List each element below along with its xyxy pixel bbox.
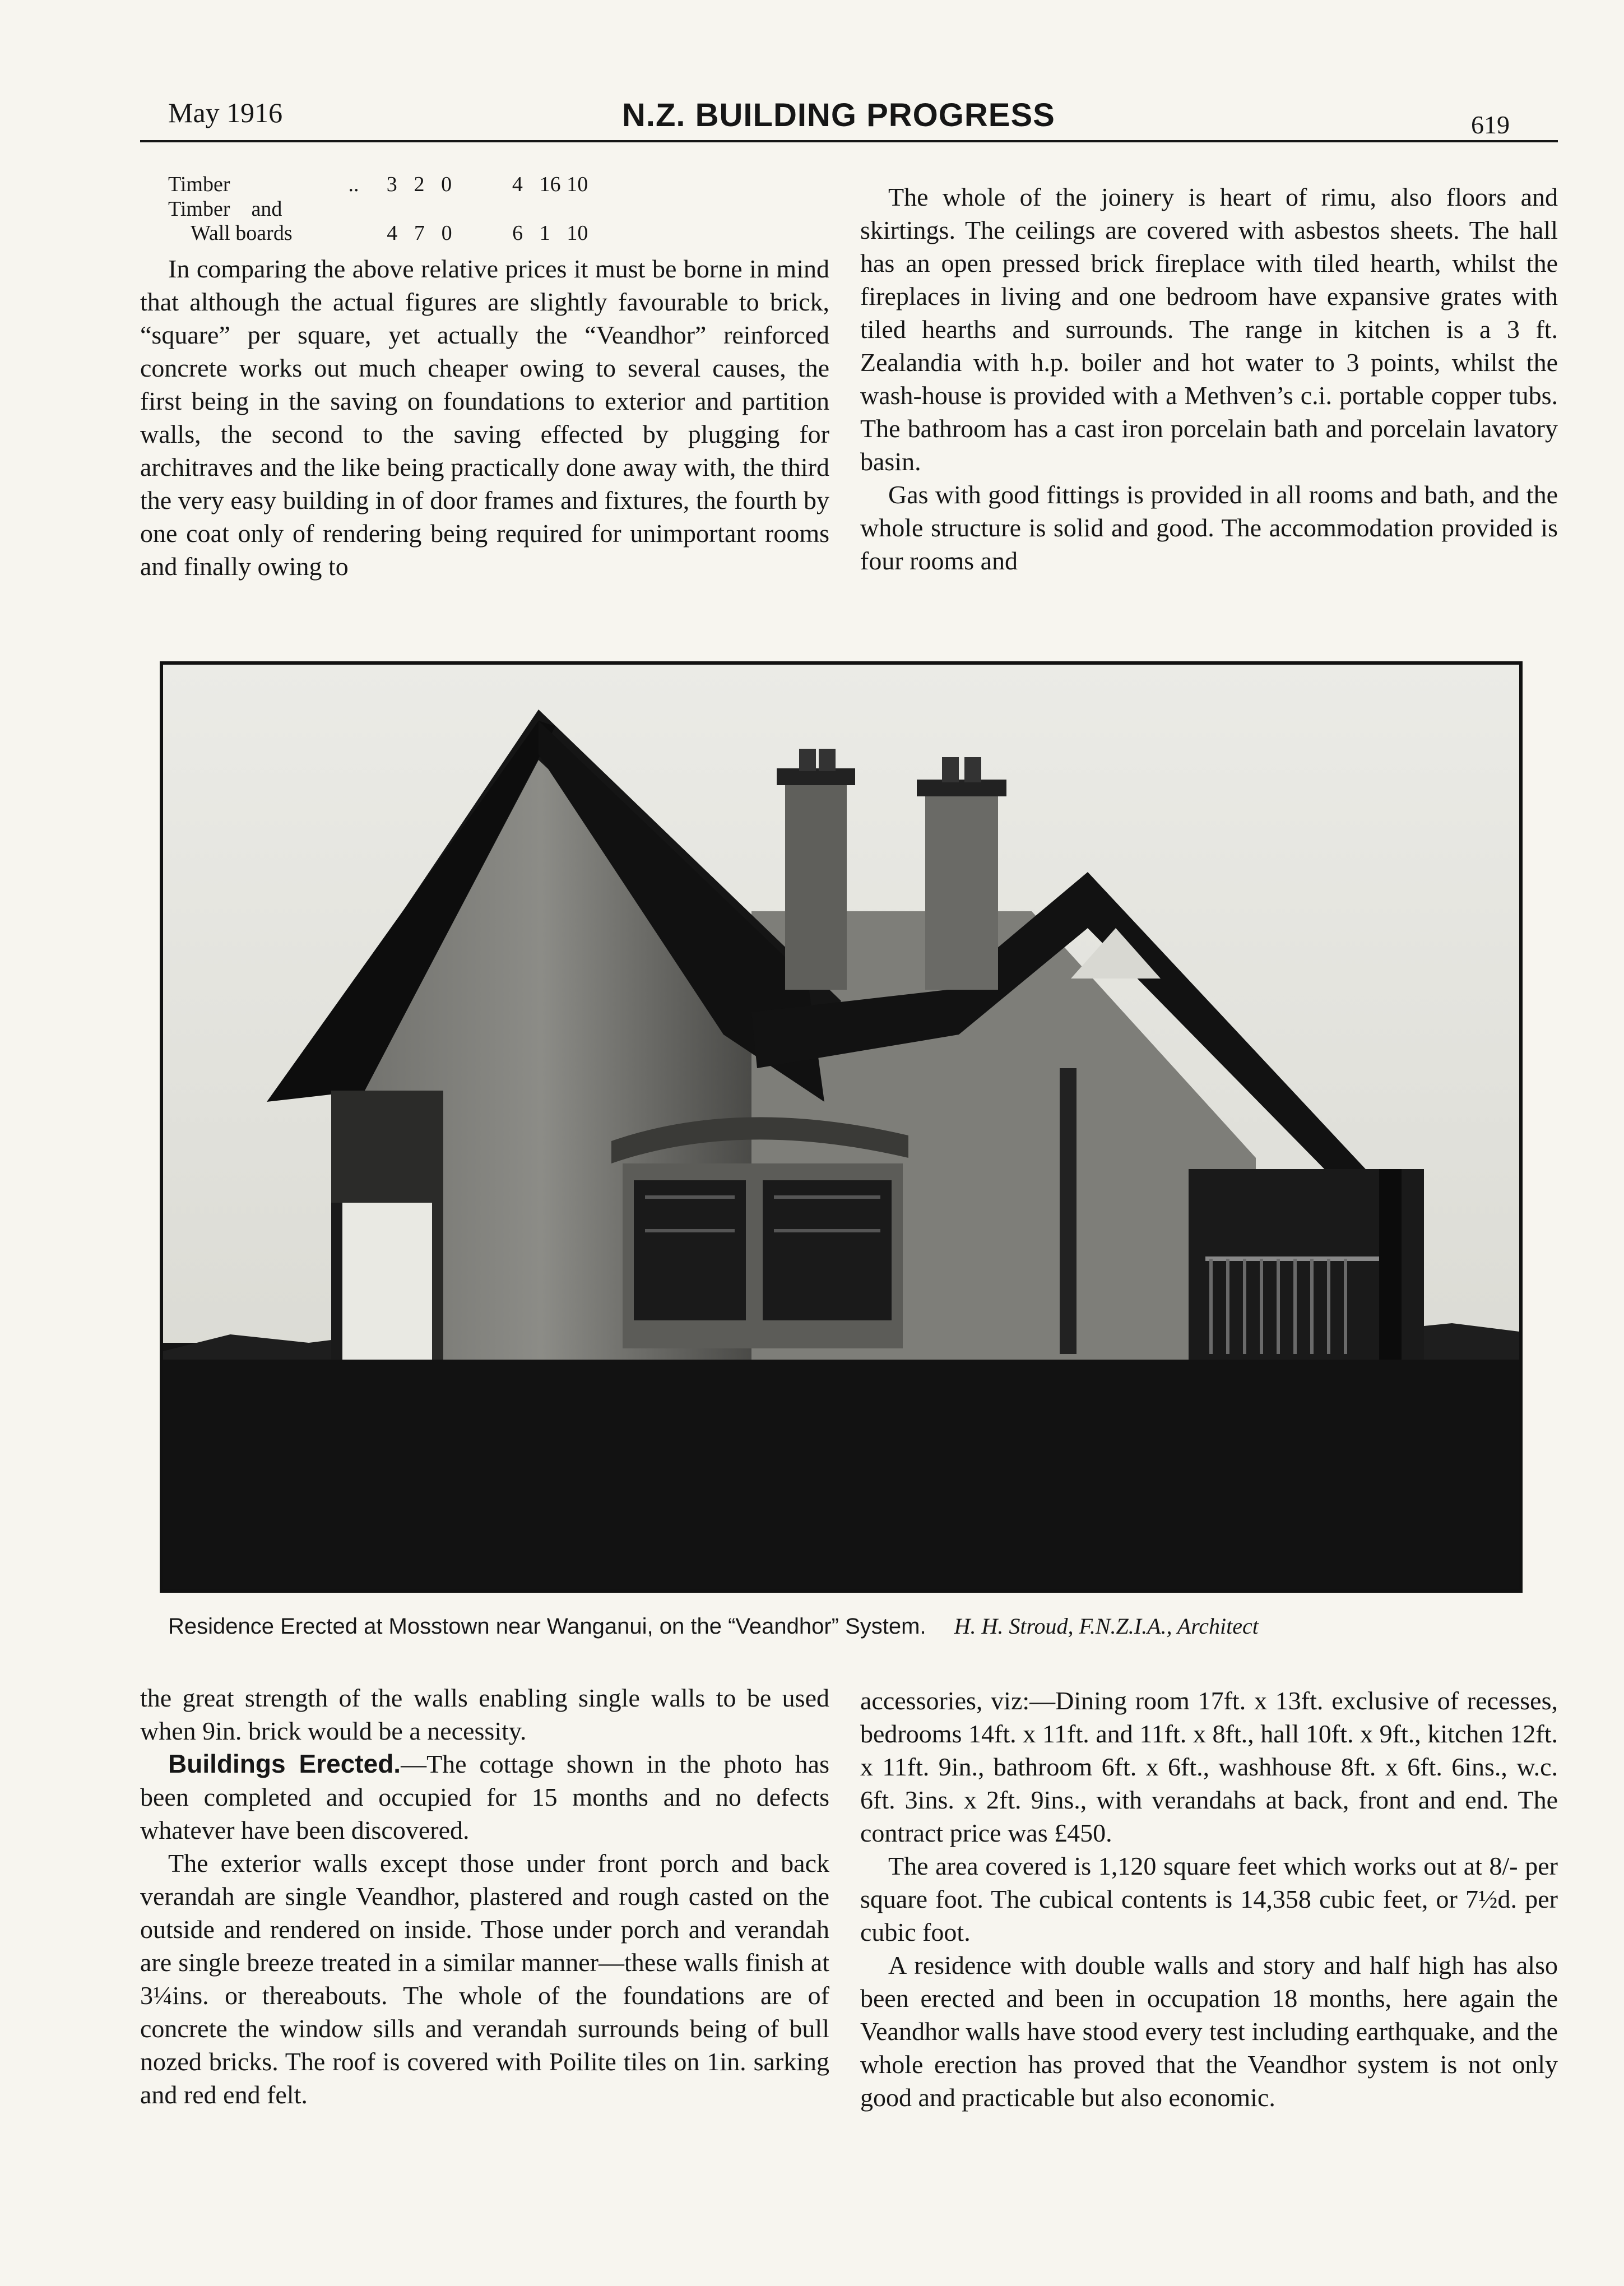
- price-cell: 10: [567, 221, 588, 245]
- price-gap: [468, 173, 512, 197]
- price-gap: [468, 221, 512, 246]
- price-cell: 0: [441, 173, 452, 196]
- right-column-top: [860, 180, 1558, 577]
- body-paragraph-buildings: [140, 1747, 829, 1847]
- price-row-wall-boards: [168, 221, 594, 246]
- price-row-timber: [168, 173, 594, 197]
- page-number: 619: [1471, 110, 1510, 139]
- body-paragraph: the great strength of the walls enabling single walls to be used when 9in. brick would be a necessity.: [140, 1684, 829, 1745]
- price-cell: 1: [539, 221, 550, 245]
- price-cell: 2: [414, 173, 425, 196]
- right-column-bottom: [860, 1684, 1558, 2114]
- caption-credit: H. H. Stroud, F.N.Z.I.A., Architect: [954, 1613, 1259, 1639]
- price-label: Timber and: [168, 197, 282, 221]
- price-cell: 4: [387, 221, 398, 245]
- price-cell: 0: [441, 221, 452, 245]
- caption-text: Residence Erected at Mosstown near Wanganui, on the “Veandhor” System.: [168, 1614, 926, 1639]
- price-dots: [349, 221, 387, 246]
- price-row-timber-and: [168, 197, 594, 222]
- price-cell: 10: [567, 173, 588, 196]
- price-cell: 4: [512, 173, 523, 196]
- price-cell: 3: [386, 173, 397, 196]
- price-cell: 16: [539, 173, 561, 196]
- price-label: Wall boards: [191, 221, 293, 245]
- price-table: [168, 173, 594, 246]
- magazine-title: N.Z. BUILDING PROGRESS: [622, 97, 1055, 133]
- left-column-top: [140, 252, 829, 583]
- body-paragraph: In comparing the above relative prices it must be borne in mind that although the actual figures are slightly favourable to brick, “square” per square, yet actually the “Veandhor” reinforced concrete works out much cheaper owing to several causes, the first being in the saving on foundations to exterior and partition walls, the second to the saving effected by plugging for architraves and the like being practically done away with, the third the very easy building in of door frames and fixtures, the fourth by one coat only of rendering being required for unimportant rooms and finally owing to: [140, 254, 829, 581]
- issue-date: May 1916: [168, 97, 283, 128]
- price-dots: ..: [348, 173, 359, 196]
- house-photo-image: [163, 665, 1519, 1589]
- body-paragraph: The area covered is 1,120 square feet which works out at 8/- per square foot. The cubical contents is 14,358 cubic feet, or 7½d. per cubic foot.: [860, 1852, 1558, 1946]
- price-cell: 6: [512, 221, 523, 245]
- body-paragraph: Gas with good fittings is provided in all rooms and bath, and the whole structure is solid and good. The accommodation provided is four rooms and: [860, 480, 1558, 575]
- body-paragraph: accessories, viz:—Dining room 17ft. x 13ft. exclusive of recesses, bedrooms 14ft. x 11ft. and 11ft. x 8ft., hall 10ft. x 9ft., kitchen 12ft. x 11ft. 9in., bathroom 6ft. x 6ft., washhouse 8ft. x 6ft. 6ins., w.c. 6ft. 3ins. x 2ft. 9ins., with verandahs at back, front and end. The contract price was £450.: [860, 1686, 1558, 1847]
- price-label: Timber: [168, 173, 230, 196]
- section-lead: Buildings Erected.: [168, 1749, 401, 1778]
- price-cell: 7: [414, 221, 425, 245]
- body-paragraph: A residence with double walls and story and half high has also been erected and been in occupation 18 months, here again the Veandhor walls have stood every test including earthquake, and the whole erection has proved that the Veandhor system is not only good and practicable but also economic.: [860, 1951, 1558, 2112]
- body-paragraph: The whole of the joinery is heart of rimu, also floors and skirtings. The ceilings are covered with asbestos sheets. The hall has an open pressed brick fireplace with tiled hearth, whilst the fireplaces in living and one bedroom have expansive grates with tiled hearths and surrounds. The range in kitchen is a 3 ft. Zealandia with h.p. boiler and hot water to 3 points, whilst the wash-house is provided with a Methven’s c.i. portable copper tubs. The bathroom has a cast iron porcelain bath and porcelain lavatory basin.: [860, 183, 1558, 476]
- photo-caption: [168, 1613, 1530, 1639]
- body-paragraph: The exterior walls except those under front porch and back verandah are single Veandhor, plastered and rough casted on the outside and rendered on inside. Those under porch and verandah are single breeze treated in a similar manner—these walls finish at 3¼ins. or thereabouts. The whole of the foundations are of concrete the window sills and verandah surrounds being of bull nozed bricks. The roof is covered with Poilite tiles on 1in. sarking and red end felt.: [140, 1849, 829, 2109]
- header-rule: [140, 140, 1558, 142]
- house-photograph: [160, 661, 1523, 1593]
- body-text: —The cottage shown in the photo has been completed and occupied for 15 months and no defects whatever have been discovered.: [140, 1750, 829, 1844]
- left-column-bottom: [140, 1681, 829, 2111]
